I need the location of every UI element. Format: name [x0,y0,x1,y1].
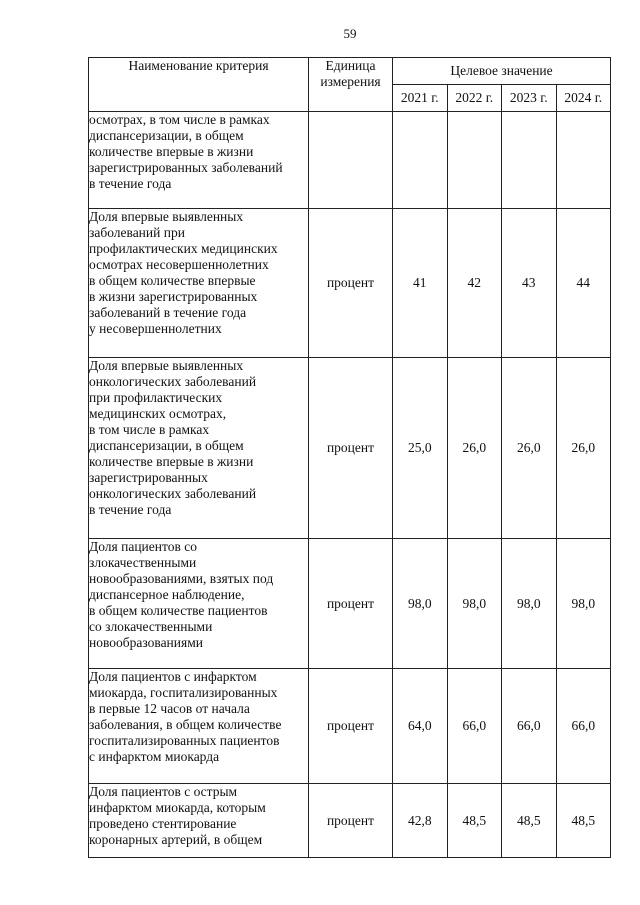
table-row [89,358,611,539]
target-value-2024: 98,0 [556,539,611,669]
target-value-2023: 98,0 [502,539,557,669]
header-criterion-name: Наименование критерия [89,58,309,112]
table-row [89,209,611,358]
header-year-2024: 2024 г. [556,85,611,112]
table-row [89,112,611,209]
criterion-name-line: медицинских осмотрах, [89,406,227,421]
criterion-name-line: в жизни зарегистрированных [89,289,258,304]
unit-cell: процент [309,358,393,539]
criterion-name-line: со злокачественными [89,619,213,634]
table-row [89,784,611,858]
table-row [89,539,611,669]
target-value-2021: 41 [393,209,448,358]
target-value-2024: 66,0 [556,669,611,784]
criterion-name-line: заболеваний при [89,225,185,240]
header-year-2022: 2022 г. [447,85,502,112]
criterion-name-line: онкологических заболеваний [89,374,257,389]
criterion-name-line: онкологических заболеваний [89,486,257,501]
header-year-2023: 2023 г. [502,85,557,112]
target-value-2022: 48,5 [447,784,502,858]
target-value-2023 [502,112,557,209]
criterion-name-line: зарегистрированных заболеваний [89,160,283,175]
target-value-2024: 44 [556,209,611,358]
criterion-name-line: коронарных артерий, в общем [89,832,263,847]
table-body [89,112,611,858]
criterion-name-cell [89,209,309,358]
criterion-name-line: количестве впервые в жизни [89,144,254,159]
criterion-name-line: новообразованиями, взятых под [89,571,274,586]
unit-cell: процент [309,209,393,358]
target-value-2024: 26,0 [556,358,611,539]
criterion-name-cell [89,112,309,209]
criterion-name-line: осмотрах, в том числе в рамках [89,112,270,127]
target-value-2021 [393,112,448,209]
criterion-name-cell [89,539,309,669]
target-value-2022: 66,0 [447,669,502,784]
criterion-name-line: в общем количестве пациентов [89,603,268,618]
criterion-name-line: в течение года [89,502,172,517]
criterion-name-line: у несовершеннолетних [89,321,222,336]
target-value-2021: 25,0 [393,358,448,539]
criterion-name-cell [89,669,309,784]
criterion-name-line: заболеваний в течение года [89,305,247,320]
criterion-name-line: Доля пациентов со [89,539,197,554]
criterion-name-line: Доля впервые выявленных [89,358,244,373]
header-unit-line2: измерения [320,74,381,89]
unit-cell: процент [309,669,393,784]
criterion-name-line: зарегистрированных [89,470,208,485]
criterion-name-line: госпитализированных пациентов [89,733,280,748]
criterion-name-line: Доля пациентов с острым [89,784,238,799]
unit-cell: процент [309,539,393,669]
criterion-name-line: инфарктом миокарда, которым [89,800,266,815]
header-year-2021: 2021 г. [393,85,448,112]
criterion-name-line: количестве впервые в жизни [89,454,254,469]
target-value-2021: 98,0 [393,539,448,669]
criterion-name-cell [89,358,309,539]
criterion-name-line: миокарда, госпитализированных [89,685,278,700]
criterion-name-line: в общем количестве впервые [89,273,256,288]
table-row [89,669,611,784]
target-value-2022: 98,0 [447,539,502,669]
target-value-2021: 64,0 [393,669,448,784]
criterion-name-line: Доля впервые выявленных [89,209,244,224]
target-value-2022: 26,0 [447,358,502,539]
header-row-1 [89,58,611,85]
target-value-2024 [556,112,611,209]
criteria-table [88,57,611,858]
target-value-2023: 26,0 [502,358,557,539]
target-value-2022: 42 [447,209,502,358]
criterion-name-line: в первые 12 часов от начала [89,701,250,716]
criterion-name-line: заболевания, в общем количестве [89,717,282,732]
header-unit-line1: Единица [325,58,376,73]
header-unit [309,58,393,112]
unit-cell: процент [309,784,393,858]
criterion-name-cell [89,784,309,858]
target-value-2023: 48,5 [502,784,557,858]
unit-cell [309,112,393,209]
criterion-name-line: в течение года [89,176,172,191]
criterion-name-line: при профилактических [89,390,223,405]
criterion-name-line: новообразованиями [89,635,203,650]
criterion-name-line: злокачественными [89,555,197,570]
target-value-2024: 48,5 [556,784,611,858]
target-value-2023: 43 [502,209,557,358]
criterion-name-line: проведено стентирование [89,816,237,831]
criterion-name-line: профилактических медицинских [89,241,278,256]
criterion-name-line: диспансеризации, в общем [89,438,244,453]
criterion-name-line: в том числе в рамках [89,422,210,437]
criterion-name-line: диспансеризации, в общем [89,128,244,143]
criterion-name-line: осмотрах несовершеннолетних [89,257,269,272]
target-value-2021: 42,8 [393,784,448,858]
target-value-2023: 66,0 [502,669,557,784]
criterion-name-line: Доля пациентов с инфарктом [89,669,257,684]
criterion-name-line: диспансерное наблюдение, [89,587,245,602]
page-number: 59 [343,26,357,41]
target-value-2022 [447,112,502,209]
criterion-name-line: с инфарктом миокарда [89,749,220,764]
header-target-value: Целевое значение [393,58,611,85]
